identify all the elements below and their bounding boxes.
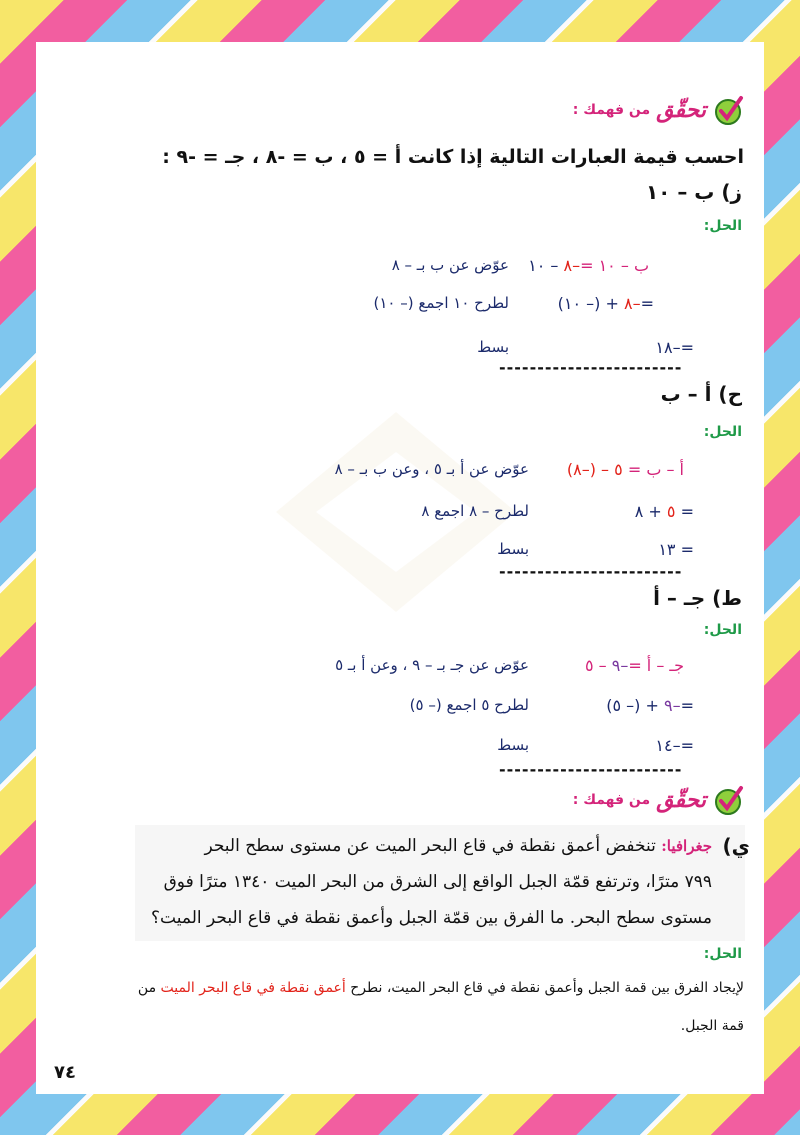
- geo-line-2: ٧٩٩ مترًا، وترتفع قمّة الجبل الواقع إلى الشرق من البحر الميت ١٣٤٠ مترًا فوق: [163, 872, 712, 892]
- part-t-row2-equation: =–٩ + (– ٥): [606, 696, 694, 715]
- part-z-label: ز) ب – ١٠: [645, 180, 742, 204]
- check-mark-icon: [712, 784, 744, 816]
- check-understanding-header: [573, 94, 744, 126]
- solution-label: الحل:: [703, 946, 742, 962]
- part-h-label: ح) أ – ب: [660, 382, 742, 406]
- part-h-row3-note: بسط: [497, 540, 529, 558]
- check-subtitle: من فهمك :: [572, 102, 651, 118]
- check-title: تحقّق: [656, 787, 706, 813]
- part-z-row2-equation: =–٨ + (– ١٠): [557, 294, 654, 313]
- part-t-row1-equation: جـ – أ =–٩ – ٥: [584, 656, 684, 675]
- final-answer-line-2: قمة الجبل.: [680, 1018, 744, 1034]
- main-question: احسب قيمة العبارات التالية إذا كانت أ = ٥ ، ب = -٨ ، جـ = -٩ :: [162, 146, 744, 168]
- solution-label: الحل:: [703, 622, 742, 638]
- check-understanding-header: [573, 784, 744, 816]
- part-y-letter: ي): [722, 834, 750, 858]
- geo-line-3: مستوى سطح البحر. ما الفرق بين قمّة الجبل وأعمق نقطة في قاع البحر الميت؟: [151, 908, 712, 928]
- page: [36, 42, 764, 1094]
- part-h-row2-note: لطرح – ٨ اجمع ٨: [421, 502, 529, 520]
- page-number: ٧٤: [54, 1062, 76, 1083]
- divider-dashes: ------------------------: [499, 358, 683, 377]
- part-z-row3-equation: =–١٨: [655, 338, 694, 357]
- geo-line-1: جغرافيا: تنخفض أعمق نقطة في قاع البحر الميت عن مستوى سطح البحر: [204, 836, 712, 856]
- part-h-row3-equation: = ١٣: [658, 540, 694, 559]
- divider-dashes: ------------------------: [499, 760, 683, 779]
- part-z-row1-note: عوّض عن ب بـ – ٨: [391, 256, 509, 274]
- part-t-row1-note: عوّض عن جـ بـ – ٩ ، وعن أ بـ ٥: [335, 656, 529, 674]
- part-h-row2-equation: = ٥ + ٨: [634, 502, 694, 521]
- part-t-row3-note: بسط: [497, 736, 529, 754]
- part-t-row3-equation: =–١٤: [655, 736, 694, 755]
- check-mark-icon: [712, 94, 744, 126]
- check-title: تحقّق: [656, 97, 706, 123]
- check-subtitle: من فهمك :: [572, 792, 651, 808]
- part-z-row1-equation: ب – ١٠ =–٨ – ١٠: [528, 256, 649, 275]
- divider-dashes: ------------------------: [499, 562, 683, 581]
- part-t-row2-note: لطرح ٥ اجمع (– ٥): [409, 696, 529, 714]
- part-z-row3-note: بسط: [477, 338, 509, 356]
- part-t-label: ط) جـ – أ: [653, 586, 742, 610]
- part-z-row2-note: لطرح ١٠ اجمع (– ١٠): [373, 294, 509, 312]
- solution-label: الحل:: [703, 218, 742, 234]
- solution-label: الحل:: [703, 424, 742, 440]
- part-h-row1-equation: أ – ب = ٥ – (–٨): [566, 460, 684, 479]
- part-h-row1-note: عوّض عن أ بـ ٥ ، وعن ب بـ – ٨: [334, 460, 529, 478]
- final-answer-line-1: لإيجاد الفرق بين قمة الجبل وأعمق نقطة في قاع البحر الميت، نطرح أعمق نقطة في قاع البحر الميت من: [137, 980, 744, 996]
